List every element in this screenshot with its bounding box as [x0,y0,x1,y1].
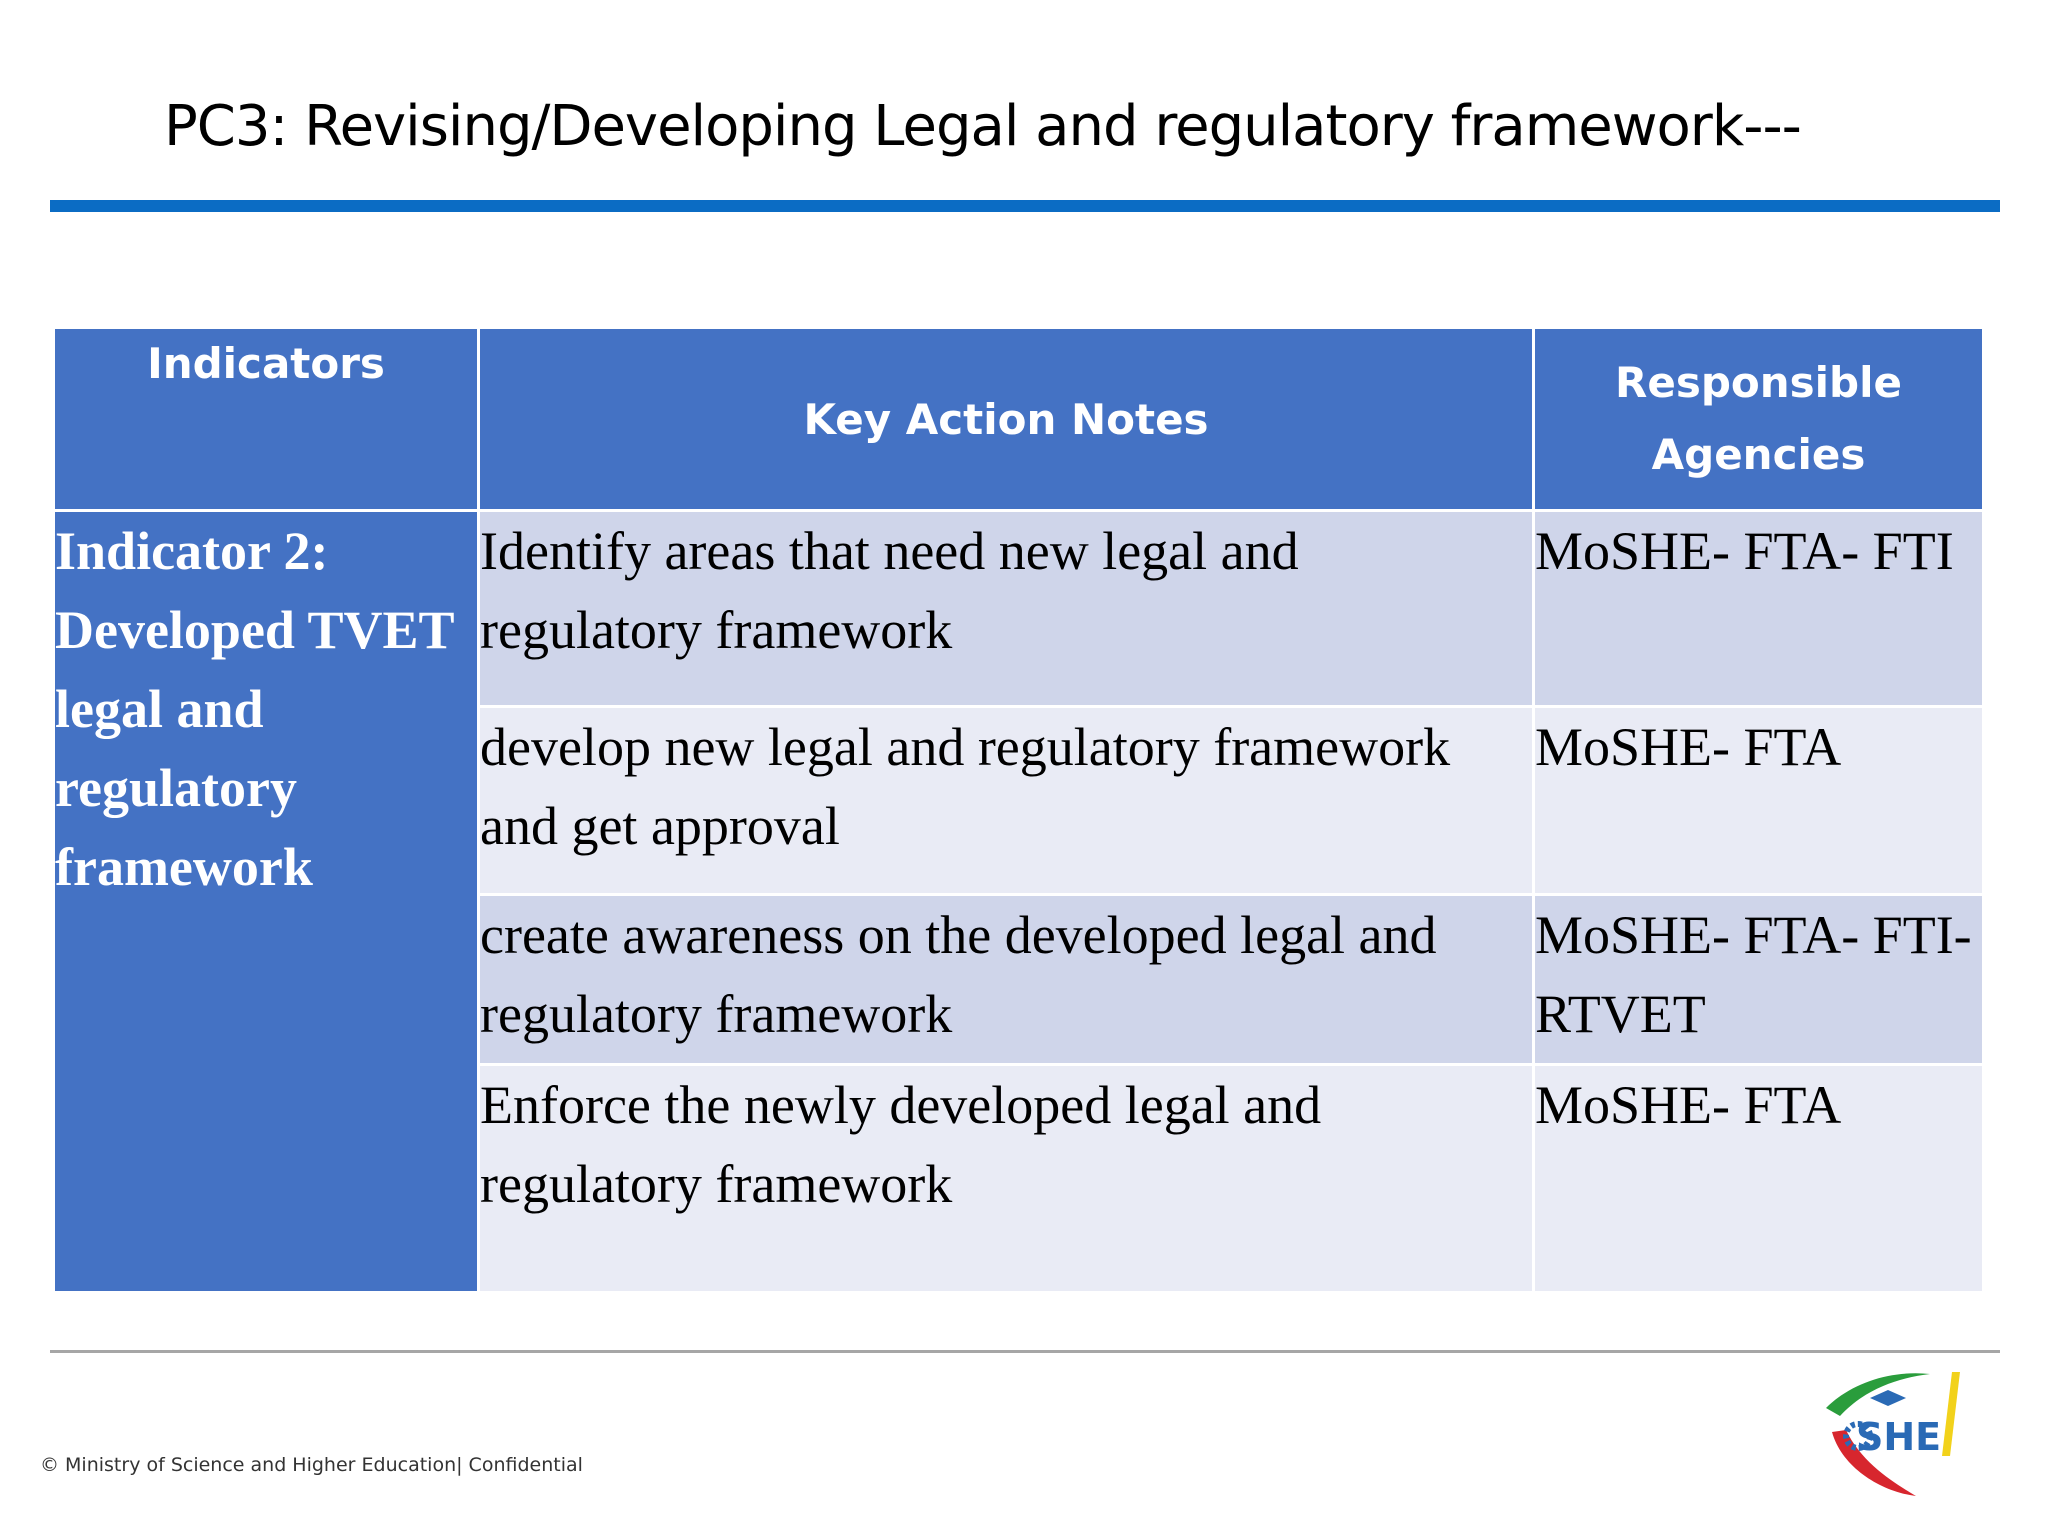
footer-copyright: © Ministry of Science and Higher Education| Confidential [40,1454,583,1476]
action-note-cell: create awareness on the developed legal and regulatory framework [479,895,1534,1065]
title-divider [50,200,2000,212]
header-key-action-notes: Key Action Notes [479,328,1534,511]
action-table-container [52,326,1982,1294]
agency-cell: MoSHE- FTA- FTI-RTVET [1534,895,1984,1065]
table-row [54,511,1984,707]
header-indicators: Indicators [54,328,479,511]
action-note-cell: develop new legal and regulatory framework and get approval [479,707,1534,895]
header-responsible-agencies: Responsible Agencies [1534,328,1984,511]
agency-cell: MoSHE- FTA [1534,1065,1984,1293]
table-header-row [54,328,1984,511]
action-note-cell: Identify areas that need new legal and regulatory framework [479,511,1534,707]
action-note-cell: Enforce the newly developed legal and regulatory framework [479,1065,1534,1293]
slide-title: PC3: Revising/Developing Legal and regulatory framework--- [164,94,1801,159]
agency-cell: MoSHE- FTA- FTI [1534,511,1984,707]
moshe-logo-icon [1812,1360,1972,1500]
agency-cell: MoSHE- FTA [1534,707,1984,895]
footer-divider [50,1350,2000,1353]
logo-text: SHE [1856,1415,1942,1459]
action-table [52,326,1985,1294]
indicator-cell: Indicator 2: Developed TVET legal and regulatory framework [54,511,479,1293]
